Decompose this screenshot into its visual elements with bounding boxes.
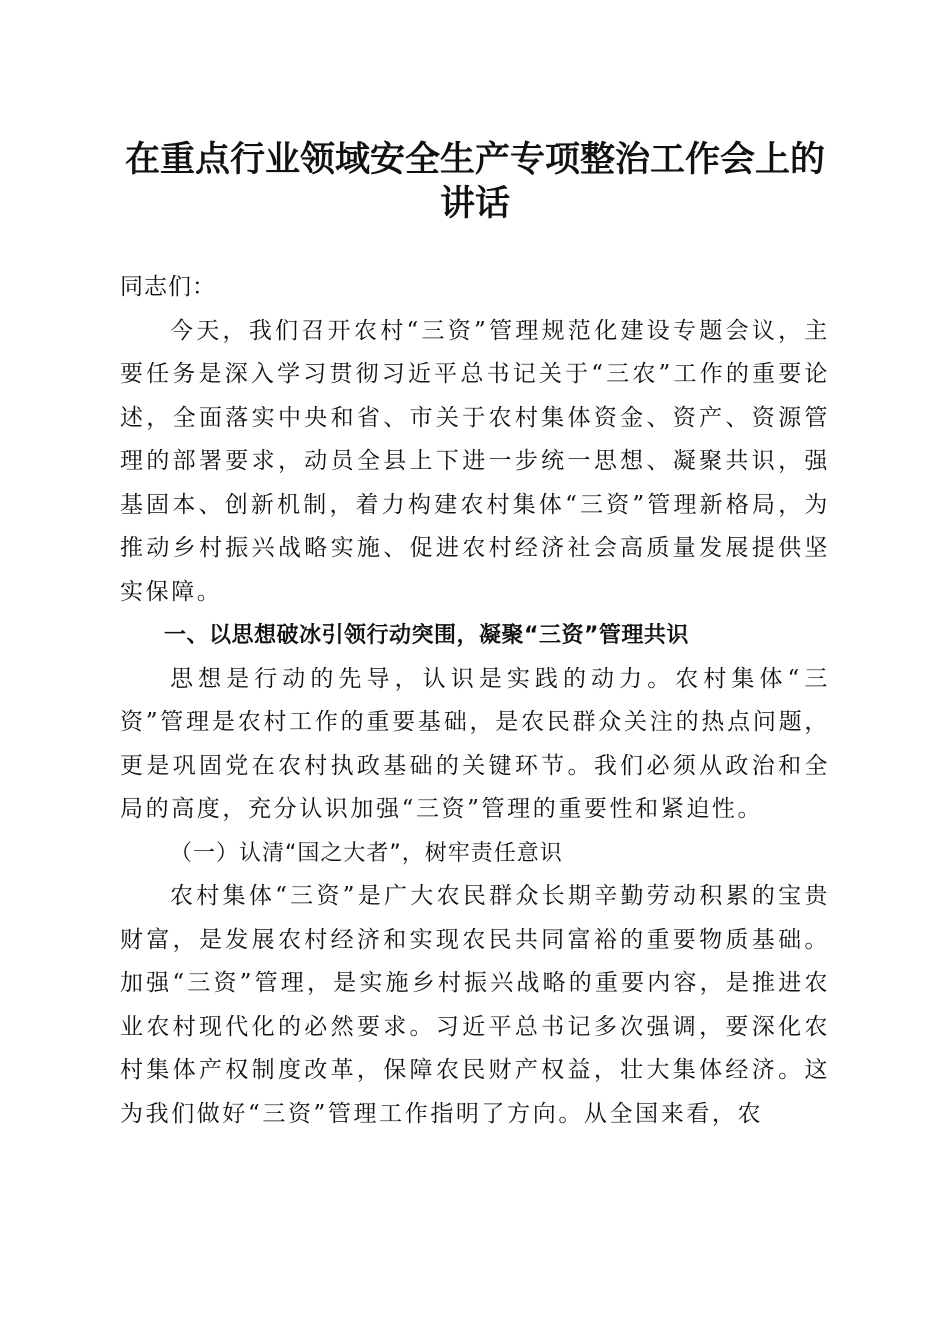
paragraph-section-1: 思想是行动的先导，认识是实践的动力。农村集体“三资”管理是农村工作的重要基础，是农民群众关注的热点问题，更是巩固党在农村执政基础的关键环节。我们必须从政治和全局的高度，充分认识加强“三资”管理的重要性和紧迫性。 — [120, 665, 830, 822]
paragraph-subsection-1: 农村集体“三资”是广大农民群众长期辛勤劳动积累的宝贵财富，是发展农村经济和实现农民共同富裕的重要物质基础。加强“三资”管理，是实施乡村振兴战略的重要内容，是推进农业农村现代化的必然要求。习近平总书记多次强调，要深化农村集体产权制度改革，保障农民财产权益，壮大集体经济。这为我们做好“三资”管理工作指明了方向。从全国来看，农 — [120, 883, 830, 1127]
title-line-1: 在重点行业领域安全生产专项整治工作会上的 — [124, 139, 825, 180]
document-title — [120, 138, 830, 226]
salutation: 同志们： — [120, 274, 216, 300]
section-heading-1: 一、以思想破冰引领行动突围，凝聚“三资”管理共识 — [164, 623, 689, 648]
subsection-heading-1: （一）认清“国之大者”，树牢责任意识 — [170, 840, 563, 866]
title-line-2: 讲话 — [439, 183, 510, 224]
paragraph-intro: 今天，我们召开农村“三资”管理规范化建设专题会议，主要任务是深入学习贯彻习近平总书记关于“三农”工作的重要论述，全面落实中央和省、市关于农村集体资金、资产、资源管理的部署要求，动员全县上下进一步统一思想、凝聚共识，强基固本、创新机制，着力构建农村集体“三资”管理新格局，为推动乡村振兴战略实施、促进农村经济社会高质量发展提供坚实保障。 — [120, 317, 830, 605]
document-body — [120, 266, 830, 1136]
